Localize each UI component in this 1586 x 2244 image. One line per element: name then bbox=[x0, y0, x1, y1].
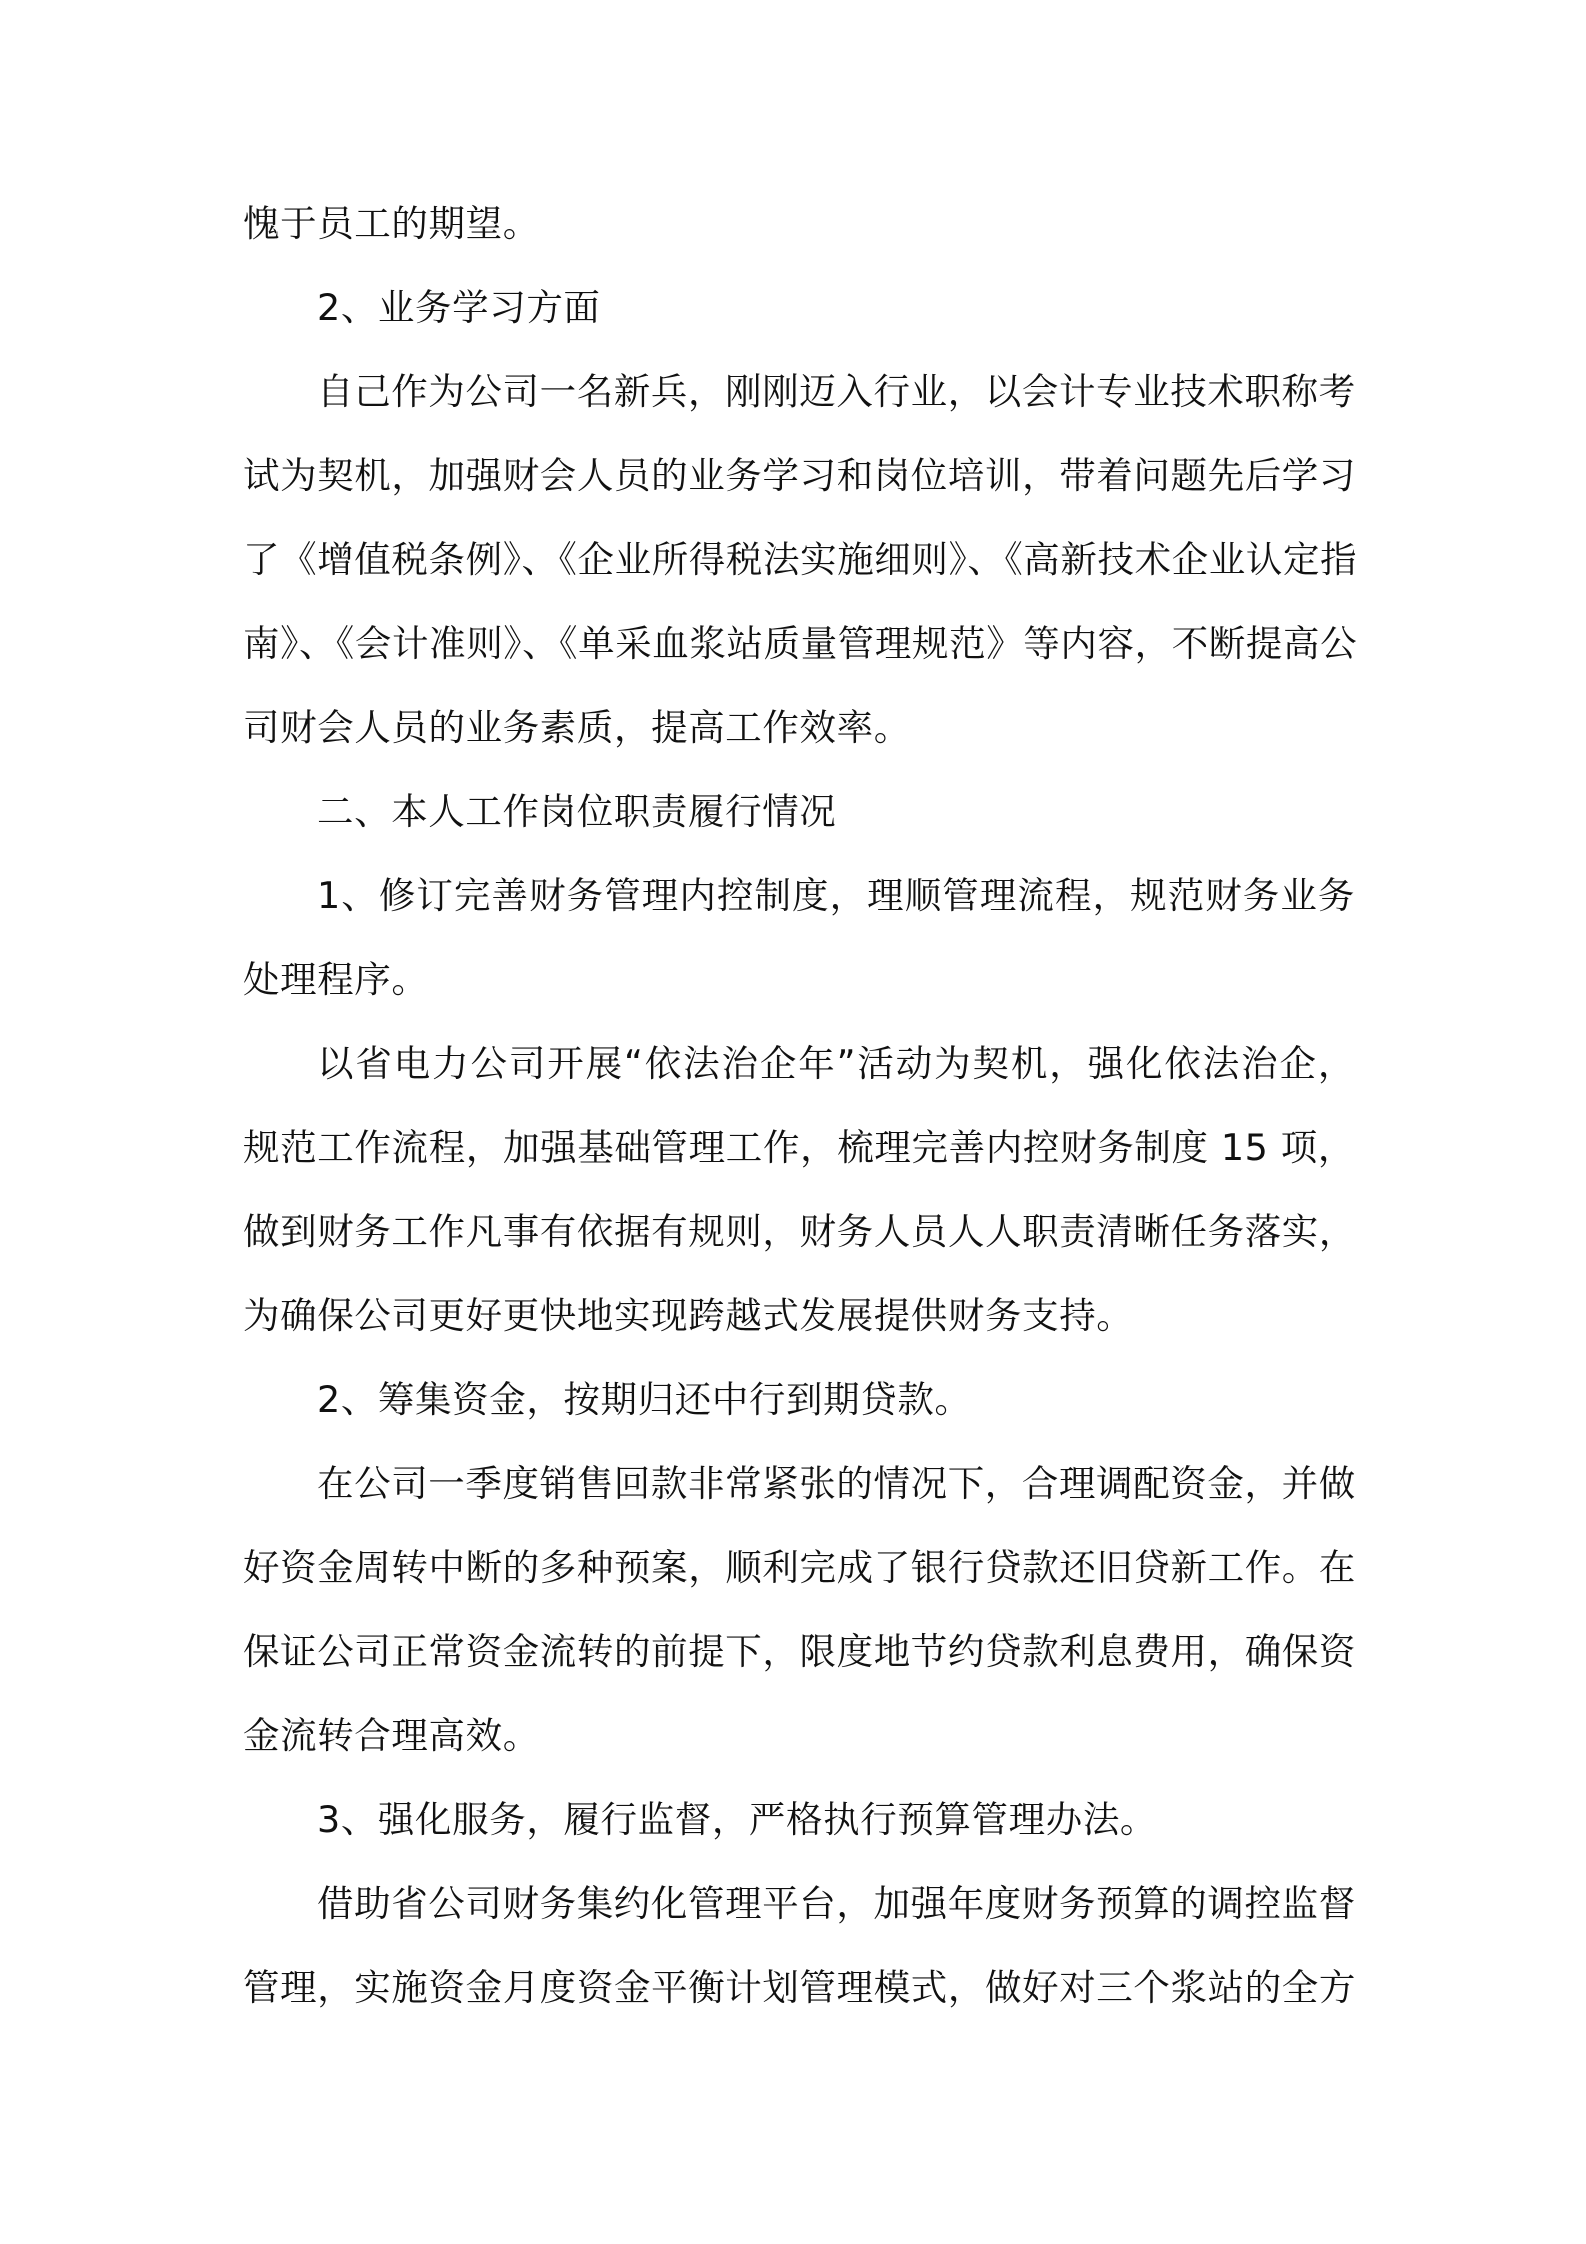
text-line: 了《增值税条例》、《企业所得税法实施细则》、《高新技术企业认定指 bbox=[243, 538, 1358, 581]
subheading-internal-control bbox=[243, 854, 1355, 1022]
text-line: 试为契机，加强财会人员的业务学习和岗位培训，带着问题先后学习 bbox=[243, 454, 1356, 497]
subheading-budget-management bbox=[243, 1778, 1355, 1862]
paragraph-budget-management bbox=[243, 1862, 1355, 2030]
text-line: 愧于员工的期望。 bbox=[243, 202, 540, 245]
text-line: 管理，实施资金月度资金平衡计划管理模式，做好对三个浆站的全方 bbox=[243, 1966, 1356, 2009]
text-line: 以省电力公司开展“依法治企年”活动为契机，强化依法治企， bbox=[317, 1042, 1355, 1085]
paragraph-business-study bbox=[243, 350, 1358, 770]
text-line: 二、本人工作岗位职责履行情况 bbox=[317, 790, 837, 833]
subheading-fundraising bbox=[243, 1358, 1355, 1442]
text-line: 为确保公司更好更快地实现跨越式发展提供财务支持。 bbox=[243, 1294, 1134, 1337]
text-line: 保证公司正常资金流转的前提下，限度地节约贷款利息费用，确保资 bbox=[243, 1630, 1356, 1673]
text-line: 做到财务工作凡事有依据有规则，财务人员人人职责清晰任务落实， bbox=[243, 1210, 1356, 1253]
text-line: 金流转合理高效。 bbox=[243, 1714, 540, 1757]
heading-duty-performance bbox=[243, 770, 1355, 854]
text-line: 好资金周转中断的多种预案，顺利完成了银行贷款还旧贷新工作。在 bbox=[243, 1546, 1356, 1589]
text-line: 2、筹集资金，按期归还中行到期贷款。 bbox=[317, 1378, 972, 1421]
text-line: 南》、《会计准则》、《单采血浆站质量管理规范》等内容，不断提高公 bbox=[243, 622, 1358, 665]
text-line: 规范工作流程，加强基础管理工作，梳理完善内控财务制度 15 项， bbox=[243, 1126, 1355, 1169]
paragraph-continuation bbox=[243, 182, 1355, 266]
text-line: 自己作为公司一名新兵，刚刚迈入行业，以会计专业技术职称考 bbox=[317, 370, 1356, 413]
text-line: 处理程序。 bbox=[243, 958, 429, 1001]
text-line: 2、业务学习方面 bbox=[317, 286, 601, 329]
text-line: 在公司一季度销售回款非常紧张的情况下，合理调配资金，并做 bbox=[317, 1462, 1356, 1505]
text-line: 司财会人员的业务素质，提高工作效率。 bbox=[243, 706, 911, 749]
document-body bbox=[243, 182, 1358, 2030]
text-line: 1、修订完善财务管理内控制度，理顺管理流程，规范财务业务 bbox=[317, 874, 1355, 917]
paragraph-fundraising bbox=[243, 1442, 1355, 1778]
text-line: 3、强化服务，履行监督，严格执行预算管理办法。 bbox=[317, 1798, 1158, 1841]
subheading-business-study bbox=[243, 266, 1355, 350]
text-line: 借助省公司财务集约化管理平台，加强年度财务预算的调控监督 bbox=[317, 1882, 1356, 1925]
paragraph-internal-control bbox=[243, 1022, 1355, 1358]
